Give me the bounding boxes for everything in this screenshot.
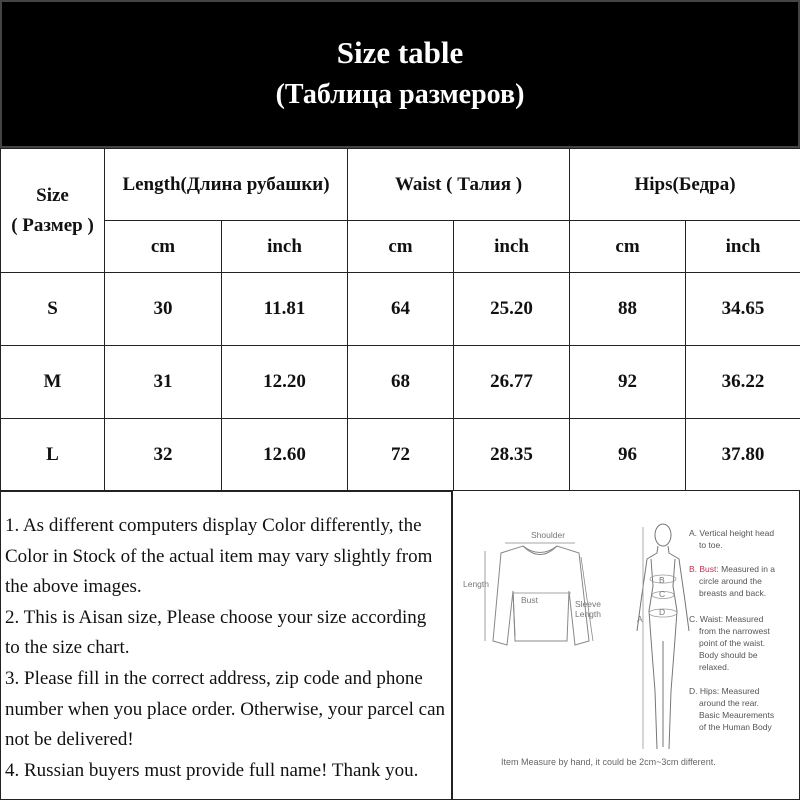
value-cell: 72 <box>348 419 454 492</box>
value-cell: 96 <box>570 419 686 492</box>
letter-c: C <box>659 589 666 599</box>
size-header-cell <box>1 149 105 273</box>
legend-a-line: A. Vertical height head <box>689 528 775 538</box>
value-cell: 12.60 <box>222 419 348 492</box>
legend-c-line: Body should be <box>699 650 758 660</box>
legend-d <box>689 685 800 733</box>
value-cell: 37.80 <box>686 419 800 492</box>
value-cell: 28.35 <box>454 419 570 492</box>
value-cell: 68 <box>348 346 454 419</box>
legend-c <box>689 613 800 673</box>
value-cell: 31 <box>105 346 222 419</box>
size-header-label: Size <box>36 184 69 206</box>
value-cell: 88 <box>570 273 686 346</box>
shoulder-label: Shoulder <box>531 530 566 540</box>
length-header: Length(Длина рубашки) <box>105 149 348 221</box>
value-cell: 12.20 <box>222 346 348 419</box>
letter-b: B <box>659 575 665 585</box>
legend-d-line: of the Human Body <box>699 722 772 732</box>
size-table <box>0 148 800 492</box>
notes-panel <box>0 490 452 800</box>
waist-header: Waist ( Талия ) <box>348 149 570 221</box>
note-line: 1. As different computers display Color differently, the <box>5 515 422 536</box>
length-label: Length <box>463 579 489 589</box>
shirt-sketch <box>493 546 589 645</box>
measurement-diagram <box>452 490 800 800</box>
value-cell: 32 <box>105 419 222 492</box>
note-line: 2. This is Aisan size, Please choose your size according <box>5 606 427 628</box>
value-cell: 34.65 <box>686 273 800 346</box>
letter-d: D <box>659 607 666 617</box>
legend-b-line: Measured in a <box>721 564 776 574</box>
legend-b-key: B. Bust: <box>689 564 719 574</box>
size-cell: S <box>1 273 105 346</box>
table-row <box>1 419 800 492</box>
note-line: Color in Stock of the actual item may vary slightly from <box>5 545 433 567</box>
title-banner <box>0 0 800 148</box>
legend-d-line: around the rear. <box>699 698 760 708</box>
unit-header: cm <box>570 221 686 273</box>
legend-b-line: circle around the <box>699 576 762 586</box>
legend-c-line: C. Waist: Measured <box>689 614 764 624</box>
legend-a-line: to toe. <box>699 540 723 550</box>
legend-c-line: point of the waist. <box>699 638 766 648</box>
table-row <box>1 346 800 419</box>
size-cell: M <box>1 346 105 419</box>
legend-c-line: from the narrowest <box>699 626 770 636</box>
note-line: the above images. <box>5 576 142 598</box>
letter-a: A <box>637 614 643 624</box>
note-line: to the size chart. <box>5 637 130 659</box>
note-line: 3. Please fill in the correct address, zip code and phone <box>5 667 423 689</box>
unit-header: inch <box>454 221 570 273</box>
legend-a <box>689 527 800 551</box>
size-cell: L <box>1 419 105 492</box>
unit-header: cm <box>105 221 222 273</box>
value-cell: 11.81 <box>222 273 348 346</box>
page-subtitle: (Таблица размеров) <box>275 79 525 110</box>
value-cell: 30 <box>105 273 222 346</box>
sleeve-label-line1: Sleeve <box>575 599 601 609</box>
unit-header: inch <box>222 221 348 273</box>
legend-b-line: breasts and back. <box>699 588 767 598</box>
measure-footnote: Item Measure by hand, it could be 2cm~3cm different. <box>501 757 716 767</box>
value-cell: 25.20 <box>454 273 570 346</box>
legend-b <box>689 563 800 599</box>
hips-header: Hips(Бедра) <box>570 149 800 221</box>
legend-c-line: relaxed. <box>699 662 730 672</box>
value-cell: 36.22 <box>686 346 800 419</box>
note-line: not be delivered! <box>5 729 134 751</box>
body-figure <box>637 524 689 749</box>
note-line: number when you place order. Otherwise, your parcel can <box>5 698 445 720</box>
table-row <box>1 273 800 346</box>
value-cell: 92 <box>570 346 686 419</box>
size-header-sublabel: ( Размер ) <box>11 214 94 236</box>
unit-header: inch <box>686 221 800 273</box>
value-cell: 64 <box>348 273 454 346</box>
legend-d-line: D. Hips: Measured <box>689 686 760 696</box>
value-cell: 26.77 <box>454 346 570 419</box>
bust-label: Bust <box>521 595 539 605</box>
page-title: Size table <box>336 35 464 70</box>
legend-d-line: Basic Meaurements <box>699 710 775 720</box>
sleeve-label-line2: Length <box>575 609 601 619</box>
note-line: 4. Russian buyers must provide full name! Thank you. <box>5 759 419 781</box>
unit-header: cm <box>348 221 454 273</box>
